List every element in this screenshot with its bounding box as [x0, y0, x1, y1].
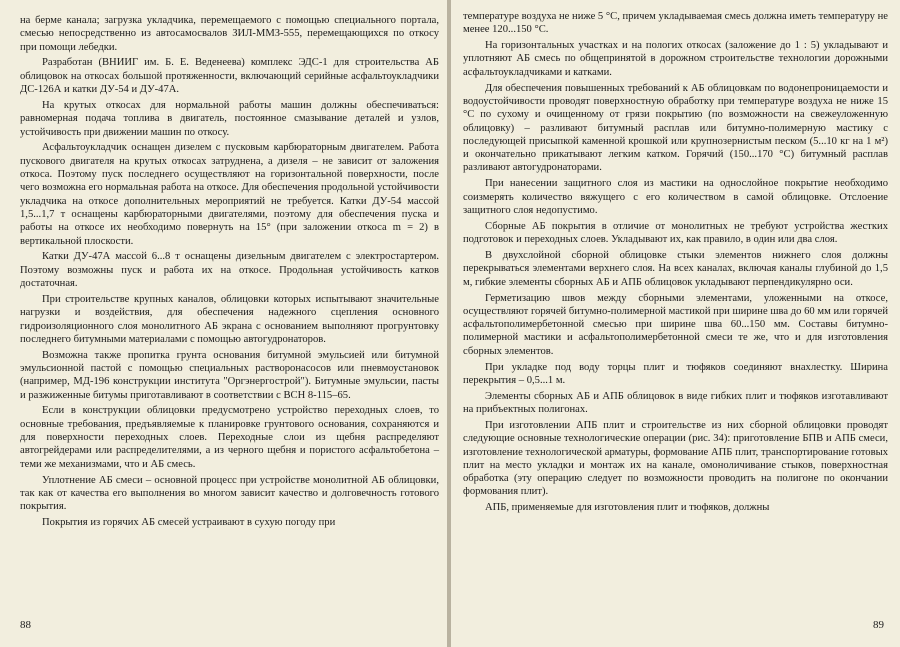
- paragraph: На горизонтальных участках и на пологих откосах (заложение до 1 : 5) укладывают и уплотняют АБ смесь по общепринятой в дорожном строительстве технологии дорожными асфальтоукладчиками и катками.: [463, 40, 888, 78]
- paragraph: Уплотнение АБ смеси – основной процесс при устройстве монолитной АБ облицовки, так как от качества его выполнения во многом зависит качество и долговечность готового покрытия.: [20, 474, 439, 513]
- paragraph: При нанесении защитного слоя из мастики на однослойное покрытие необходимо соизмерять количество вяжущего с его количеством в самой облицовке. Отслоение защитного слоя недопустимо.: [463, 178, 888, 216]
- paragraph: на берме канала; загрузка укладчика, перемещаемого с помощью специального портала, смесью непосредственно из автосамосвалов ЗИЛ-ММЗ-555, перемещающихся по откосу при помощи лебедки.: [20, 15, 439, 53]
- right-page: [451, 0, 900, 647]
- paragraph: Катки ДУ-47А массой 6...8 т оснащены дизельным двигателем с электростартером. Поэтому возможны пуск и работа их на откосе. Продольная устойчивость катков достаточная.: [20, 251, 439, 290]
- left-page-text: [20, 14, 439, 529]
- paragraph: Если в конструкции облицовки предусмотрено устройство переходных слоев, то основные требования, предъявляемые к планировке грунтового основания, сохраняются и для поверхности переходных слоев. Переходные слои из щебня распределяют автогрейдерами или распределителями, а из черного щебня и пористого асфальтобетона – теми же механизмами, что и АБ смесь.: [20, 405, 439, 470]
- paragraph: Сборные АБ покрытия в отличие от монолитных не требуют устройства жестких подготовок и переходных слоев. Укладывают их, как правило, в один или два слоя.: [463, 220, 888, 246]
- paragraph: При строительстве крупных каналов, облицовки которых испытывают значительные нагрузки и воздействия, для обеспечения надежного сцепления основного гидроизоляционного слоя монолитного АБ экрана с основанием выполняют прогрунтовку последнего битумными материалами с помощью автогудронаторов.: [20, 293, 439, 345]
- left-page: [0, 0, 447, 647]
- paragraph: При изготовлении АПБ плит и строительстве из них сборной облицовки проводят следующие основные технологические операции (рис. 34): приготовление БПВ и АПБ смеси, изготовление технологической арматуры, формование АПБ плит, транспортирование готовых плит на место укладки и монтаж их на канале, омоноличивание стыков, поверхностная обработка (эту операцию следует по возможности проводить на полигоне по окончании формования плит).: [463, 419, 888, 498]
- paragraph: Возможна также пропитка грунта основания битумной эмульсией или битумной эмульсионной пастой с помощью специальных растворонасосов или пневмоустановок (например, МД-196 конструкции института "Оргэнергострой"). Битумные эмульсии, пасты и разжиженные битумы приготавливают в соответствии с ВСН 8-115–65.: [20, 349, 439, 401]
- page-number: 89: [873, 619, 884, 631]
- paragraph: Элементы сборных АБ и АПБ облицовок в виде гибких плит и тюфяков изготавливают на прибъектных полигонах.: [463, 390, 888, 416]
- paragraph: На крутых откосах для нормальной работы машин должны обеспечиваться: равномерная подача топлива в двигатель, постоянное смазывание деталей и узлов, устойчивость при движении машин по откосу.: [20, 99, 439, 138]
- paragraph: Покрытия из горячих АБ смесей устраивают в сухую погоду при: [42, 517, 336, 529]
- paragraph: АПБ, применяемые для изготовления плит и тюфяков, должны: [485, 502, 770, 514]
- paragraph: Разработан (ВНИИГ им. Б. Е. Веденеева) комплекс ЭДС-1 для строительства АБ облицовок на откосах большой протяженности, включающий серийные асфальтоукладчики ДС-126А и катки ДУ-54 и ДУ-47А.: [20, 57, 439, 96]
- right-page-text: [463, 10, 888, 515]
- paragraph: температуре воздуха не ниже 5 °C, причем укладываемая смесь должна иметь температуру не менее 120...150 °C.: [463, 11, 888, 36]
- paragraph: Для обеспечения повышенных требований к АБ облицовкам по водонепроницаемости и водоустойчивости проводят поверхностную обработку при температуре воздуха не ниже 15 °C по сухому и очищенному от грязи покрытию (по возможности на свежеуложенную облицовку) – разливают битумный расплав или битумно-полимерную мастику с последующей присыпкой каменной крошкой или крупнозернистым песком (5...10 кг на 1 м²) и окончательно прикатывают легким катком. Горячий (150...170 °C) битумный расплав разливают автогудронаторами.: [463, 82, 888, 174]
- page-number: 88: [20, 619, 31, 631]
- paragraph: При укладке под воду торцы плит и тюфяков соединяют внахлестку. Ширина перекрытия – 0,5...1 м.: [463, 361, 888, 386]
- paragraph: В двухслойной сборной облицовке стыки элементов нижнего слоя должны перекрываться элементами верхнего слоя. На всех каналах, включая каналы глубиной до 1,5 м, гибкие элементы сборных АБ и АПБ облицовок укладывают перпендикулярно оси.: [463, 250, 888, 288]
- paragraph: Герметизацию швов между сборными элементами, уложенными на откосе, осуществляют горячей битумно-полимерной мастикой при ширине шва до 60 мм или горячей асфальтополимербетонной смесью при ширине шва 60...150 мм. Составы битумно-полимерной мастики и асфальтополимербетонной смеси те же, что и для изготовления сборных элементов.: [463, 292, 888, 357]
- paragraph: Асфальтоукладчик оснащен дизелем с пусковым карбюраторным двигателем. Работа пускового двигателя на крутых откосах затруднена, а дизеля – не зависит от заложения откоса. Поэтому пуск последнего осуществляют на горизонтальной поверхности, после чего возможна его нормальная работа на откосе. Для обеспечения продольной устойчивости укладчика на откосе дополнительных мероприятий не требуется. Катки ДУ-54 массой 1,5...1,7 т оснащены карбюраторными двигателями, поэтому для обеспечения пуска и работы на откосе их необходимо повернуть на 15° (при заложении откоса m = 2) в вертикальной плоскости.: [20, 142, 439, 247]
